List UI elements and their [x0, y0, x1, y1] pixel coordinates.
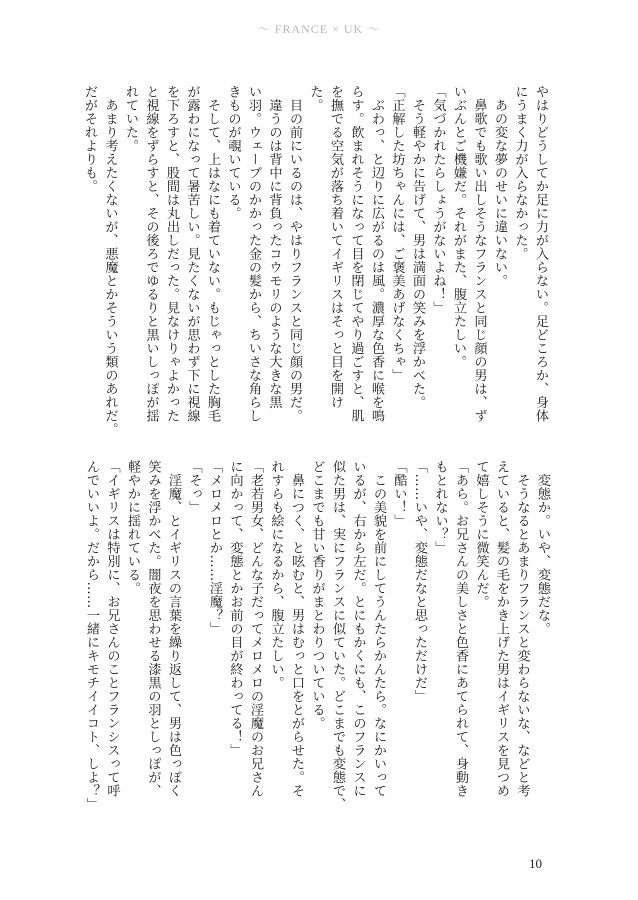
text-line: い羽。ウェーブのかかった金の髪から、ちいさな角らし — [246, 85, 261, 423]
text-line: やはりどうしてか足に力が入らない。足どころか、身体 — [533, 85, 548, 423]
text-line: た。 — [307, 85, 323, 112]
running-header: 〜 FRANCE × UK 〜 — [257, 22, 381, 36]
text-line: 鼻歌でも歌い出しそうなフランスと同じ顔の男は、ず — [471, 85, 487, 423]
text-line: 変態か。いや、変態だな。 — [535, 460, 550, 636]
text-line: だがそれよりも。 — [82, 85, 97, 193]
text-line: 笑みを浮かべた。闇夜を思わせる漆黒の羽としっぽが、 — [145, 460, 161, 798]
text-line: を撫でる空気が落ち着いてイギリスはそっと目を開け — [328, 85, 343, 409]
text-block-upper — [80, 85, 550, 447]
text-line: そう軽やかに告げて、男は満面の笑みを浮かべた。 — [410, 85, 425, 409]
text-line: 違うのは背中に背負ったコウモリのような大きな黒 — [266, 85, 282, 409]
text-line: 「老若男女、どんな子だってメロメロの淫魔のお兄さん — [248, 460, 263, 798]
text-line: いるが、右から左だ。とにもかくにも、このフランスに — [350, 460, 366, 798]
text-line: きものが覗いている。 — [225, 85, 241, 220]
text-line: にうまく力が入らなかった。 — [512, 85, 528, 261]
text-line: と視線をずらすと、その後ろでゆるりと黒いしっぽが揺 — [143, 85, 159, 423]
text-line: 似た男は、実にフランスに似ていた。どこまでも変態で、 — [330, 460, 345, 811]
text-line: 「あら。お兄さんの美しさと色香にあてられて、身動き — [453, 460, 468, 798]
text-line: そうなるとあまりフランスと変わらないな、などと考 — [514, 460, 530, 798]
text-line: もとれない？」 — [432, 460, 448, 555]
text-line: あの変な夢のせいに違いない。 — [492, 85, 507, 288]
page-number: 10 — [529, 856, 542, 871]
text-line: が露わになって暑苦しい。見たくないが思わず下に視線 — [184, 85, 200, 423]
text-line: を下ろすと、股間は丸出しだった。見なけりゃよかった — [164, 85, 179, 423]
text-line: 鼻につく、と呟むと、男はむっと口をとがらせた。そ — [289, 460, 304, 798]
text-line: んでいいよ。だから……一緒にキモチイイコト、しよ？」 — [84, 460, 99, 811]
text-line: 「酷い！」 — [391, 460, 407, 528]
text-line: れていた。 — [123, 85, 138, 153]
text-line: この美貌を前にしてうんたらかんたら。なにかいって — [371, 460, 386, 798]
text-line: どこまでも甘い香りがまとわりついている。 — [309, 460, 325, 730]
text-line: 「……いや、変態だなと思っただけだ」 — [412, 460, 427, 703]
text-line: ぶわっ、と辺りに広がるのは風。濃厚な色香に喉を鳴 — [369, 85, 384, 423]
text-line: れすらも絵になるから、腹立たしい。 — [268, 460, 284, 690]
text-line: らす。飲まれそうになって目を閉じてやり過ごすと、肌 — [348, 85, 364, 423]
text-line: そして、上はなにも着ていない。もじゃっとした胸毛 — [205, 85, 220, 423]
text-block-lower — [82, 460, 552, 822]
text-line: 淫魔、とイギリスの言葉を繰り返して、男は色っぽく — [166, 460, 181, 798]
text-line: あまり考えたくないが、悪魔とかそういう類のあれだ。 — [102, 85, 118, 436]
text-line: 「イギリスは特別に、お兄さんのことフランシスって呼 — [104, 460, 120, 798]
text-line: 「正解した坊ちゃんには、ご褒美あげなくちゃ」 — [389, 85, 405, 382]
text-line: に向かって、変態とかお前の目が終わってる！」 — [227, 460, 243, 757]
text-line: 「そっ」 — [186, 460, 202, 514]
text-line: 「メロメロとか……淫魔？」 — [207, 460, 222, 636]
text-line: えていると、髪の毛をかき上げた男はイギリスを見つめ — [494, 460, 509, 798]
text-line: 「気づかれたらしょうがないよね！」 — [430, 85, 446, 315]
text-line: いぶんとご機嫌だ。それがまた、腹立たしい。 — [451, 85, 466, 369]
text-line: て嬉しそうに微笑んだ。 — [473, 460, 489, 609]
text-line: 目の前にいるのは、やはりフランスと同じ顔の男だ。 — [287, 85, 302, 423]
text-line: 軽やかに揺れている。 — [125, 460, 140, 595]
